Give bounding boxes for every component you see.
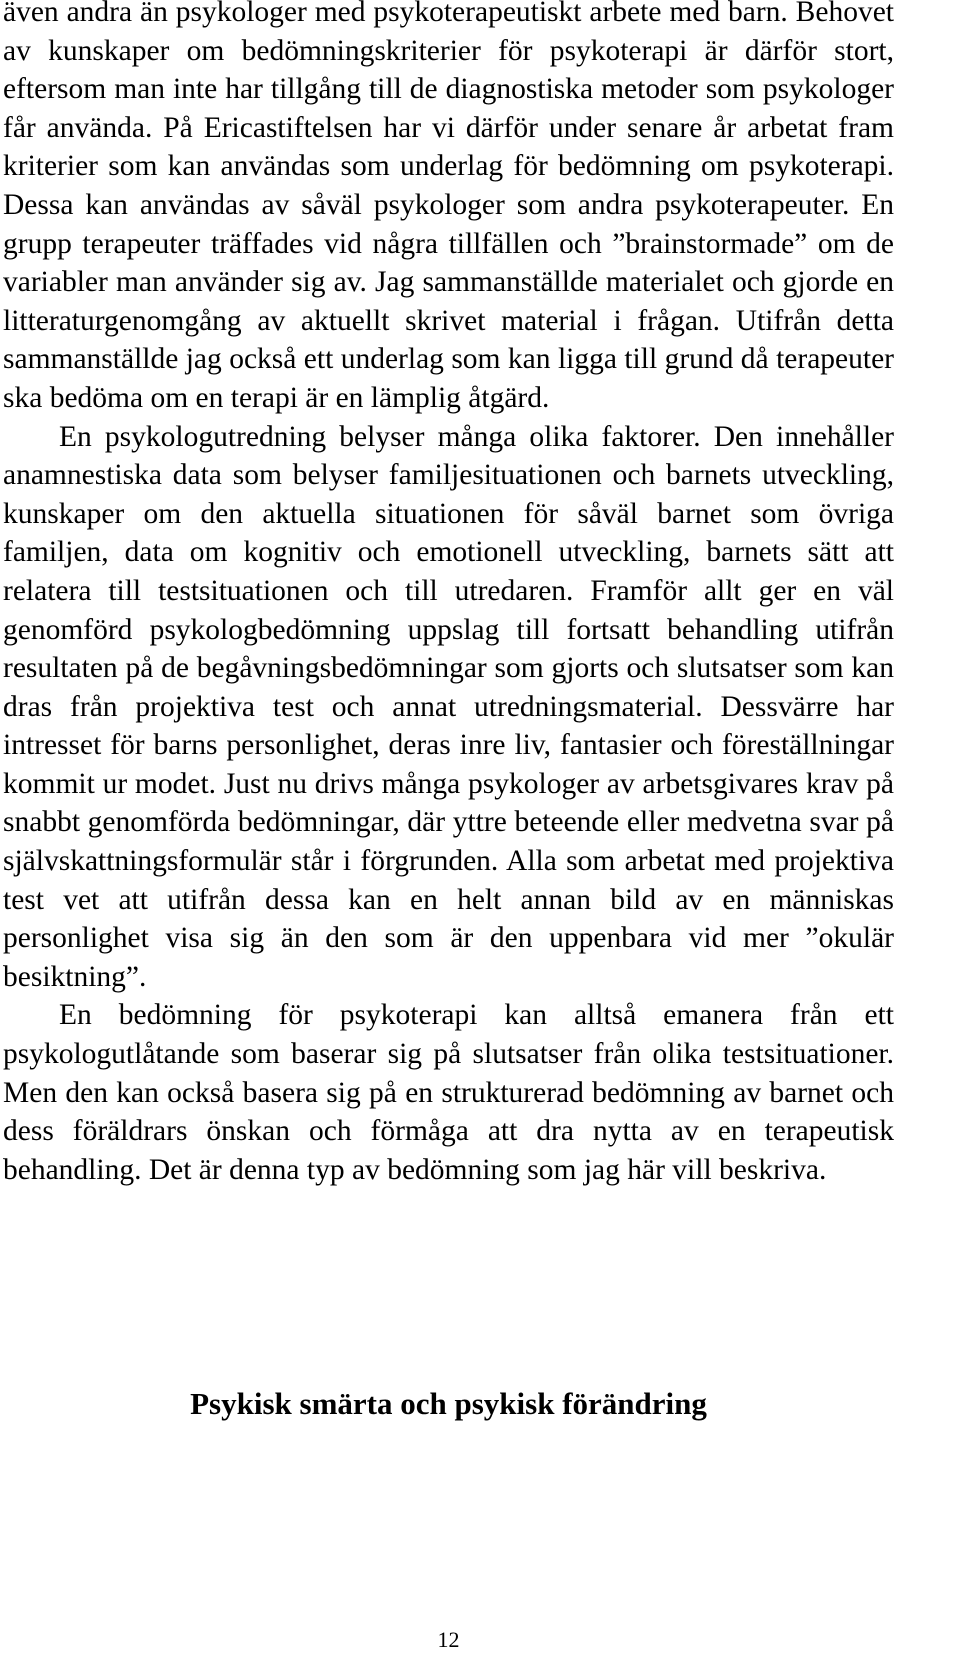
page-number: 12 — [437, 1627, 460, 1652]
document-page — [3, 0, 894, 1678]
section-heading: Psykisk smärta och psykisk förändring — [190, 1386, 707, 1421]
paragraph-1: även andra än psykologer med psykoterapeutiskt arbete med barn. Behovet av kunskaper om bedömningskriterier för psykoterapi är därför stort, eftersom man inte har tillgång till de diagnostiska metoder som psykologer får använda. På Ericastiftelsen har vi därför under senare år arbetat fram kriterier som kan användas som underlag för bedömning om psykoterapi. Dessa kan användas av såväl psykologer som andra psykoterapeuter. En grupp terapeuter träffades vid några tillfällen och ”brainstormade” om de variabler man använder sig av. Jag sammanställde materialet och gjorde en litteraturgenomgång av aktuellt skrivet material i frågan. Utifrån detta sammanställde jag också ett underlag som kan ligga till grund då terapeuter ska bedöma om en terapi är en lämplig åtgärd. — [3, 0, 894, 414]
paragraph-3: En bedömning för psykoterapi kan alltså emanera från ett psykologutlåtande som baserar sig på slutsatser från olika testsituationer. Men den kan också basera sig på en strukturerad bedömning av barnet och dess föräldrars önskan och förmåga att dra nytta av en terapeutisk behandling. Det är denna typ av bedömning som jag här vill beskriva. — [3, 999, 894, 1186]
paragraph-2: En psykologutredning belyser många olika faktorer. Den innehåller anamnestiska data som belyser familjesituationen och barnets utveckling, kunskaper om den aktuella situationen för såväl barnet som övriga familjen, data om kognitiv och emotionell utveckling, barnets sätt att relatera till testsituationen och till utredaren. Framför allt ger en väl genomförd psykologbedömning uppslag till fortsatt behandling utifrån resultaten på de begåvningsbedömningar som gjorts och slutsatser som kan dras från projektiva test och annat utredningsmaterial. Dessvärre har intresset för barns personlighet, deras inre liv, fantasier och föreställningar kommit ur modet. Just nu drivs många psykologer av arbetsgivares krav på snabbt genomförda bedömningar, där yttre beteende eller medvetna svar på självskattningsformulär står i förgrunden. Alla som arbetat med projektiva test vet att utifrån dessa kan en helt annan bild av en människas personlighet visa sig än den som är den uppenbara vid mer ”okulär besiktning”. — [3, 420, 894, 993]
